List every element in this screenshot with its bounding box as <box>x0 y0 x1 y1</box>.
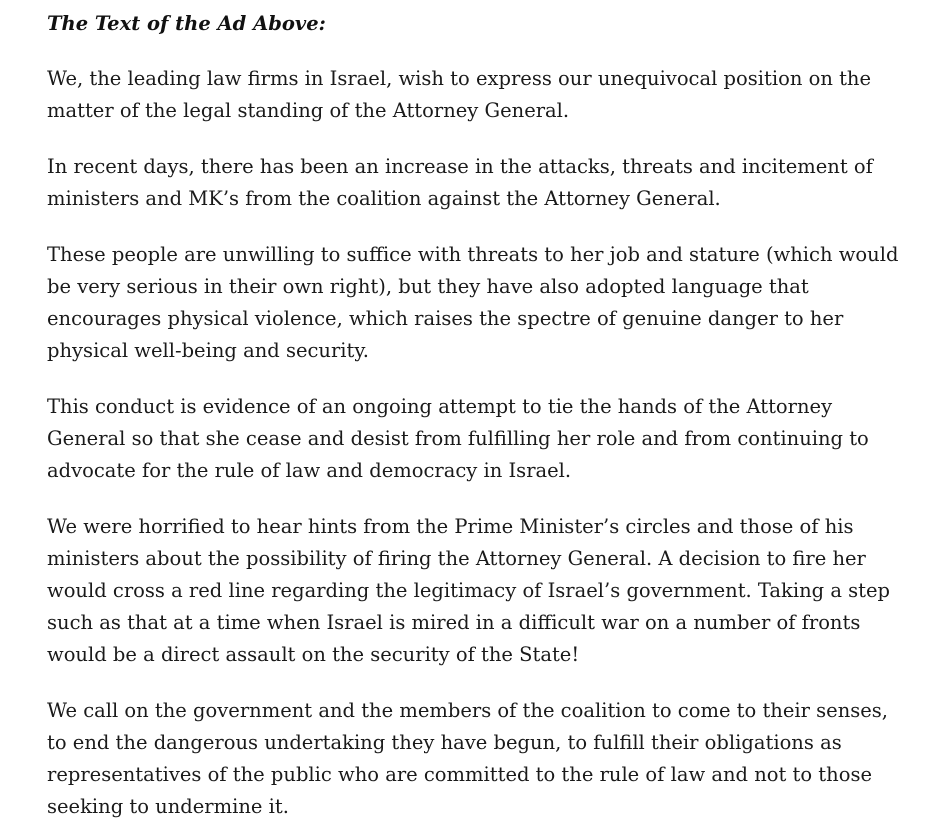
paragraph-5: We were horrified to hear hints from the Prime Minister’s circles and those of his ministers about the possibility of firing the Attorney General. A decision to fire her would cross a red line regarding the legitimacy of Israel’s government. Taking a step such as that at a time when Israel is mired in a difficult war on a number of fronts would be a direct assault on the security of the State! <box>47 515 891 666</box>
paragraph-2: In recent days, there has been an increase in the attacks, threats and incitement of ministers and MK’s from the coalition against the Attorney General. <box>47 155 873 210</box>
paragraph-6: We call on the government and the members of the coalition to come to their senses, to end the dangerous undertaking they have begun, to fulfill their obligations as representatives of the public who are committed to the rule of law and not to those seeking to undermine it. <box>47 699 889 818</box>
article-body <box>47 8 907 823</box>
paragraph-4: This conduct is evidence of an ongoing attempt to tie the hands of the Attorney General so that she cease and desist from fulfilling her role and from continuing to advocate for the rule of law and democracy in Israel. <box>47 395 869 482</box>
paragraph-3: These people are unwilling to suffice with threats to her job and stature (which would be very serious in their own right), but they have also adopted language that encourages physical violence, which raises the spectre of genuine danger to her physical well-being and security. <box>47 243 899 362</box>
paragraph-1: We, the leading law firms in Israel, wish to express our unequivocal position on the matter of the legal standing of the Attorney General. <box>47 67 872 122</box>
article-heading: The Text of the Ad Above: <box>47 12 326 35</box>
